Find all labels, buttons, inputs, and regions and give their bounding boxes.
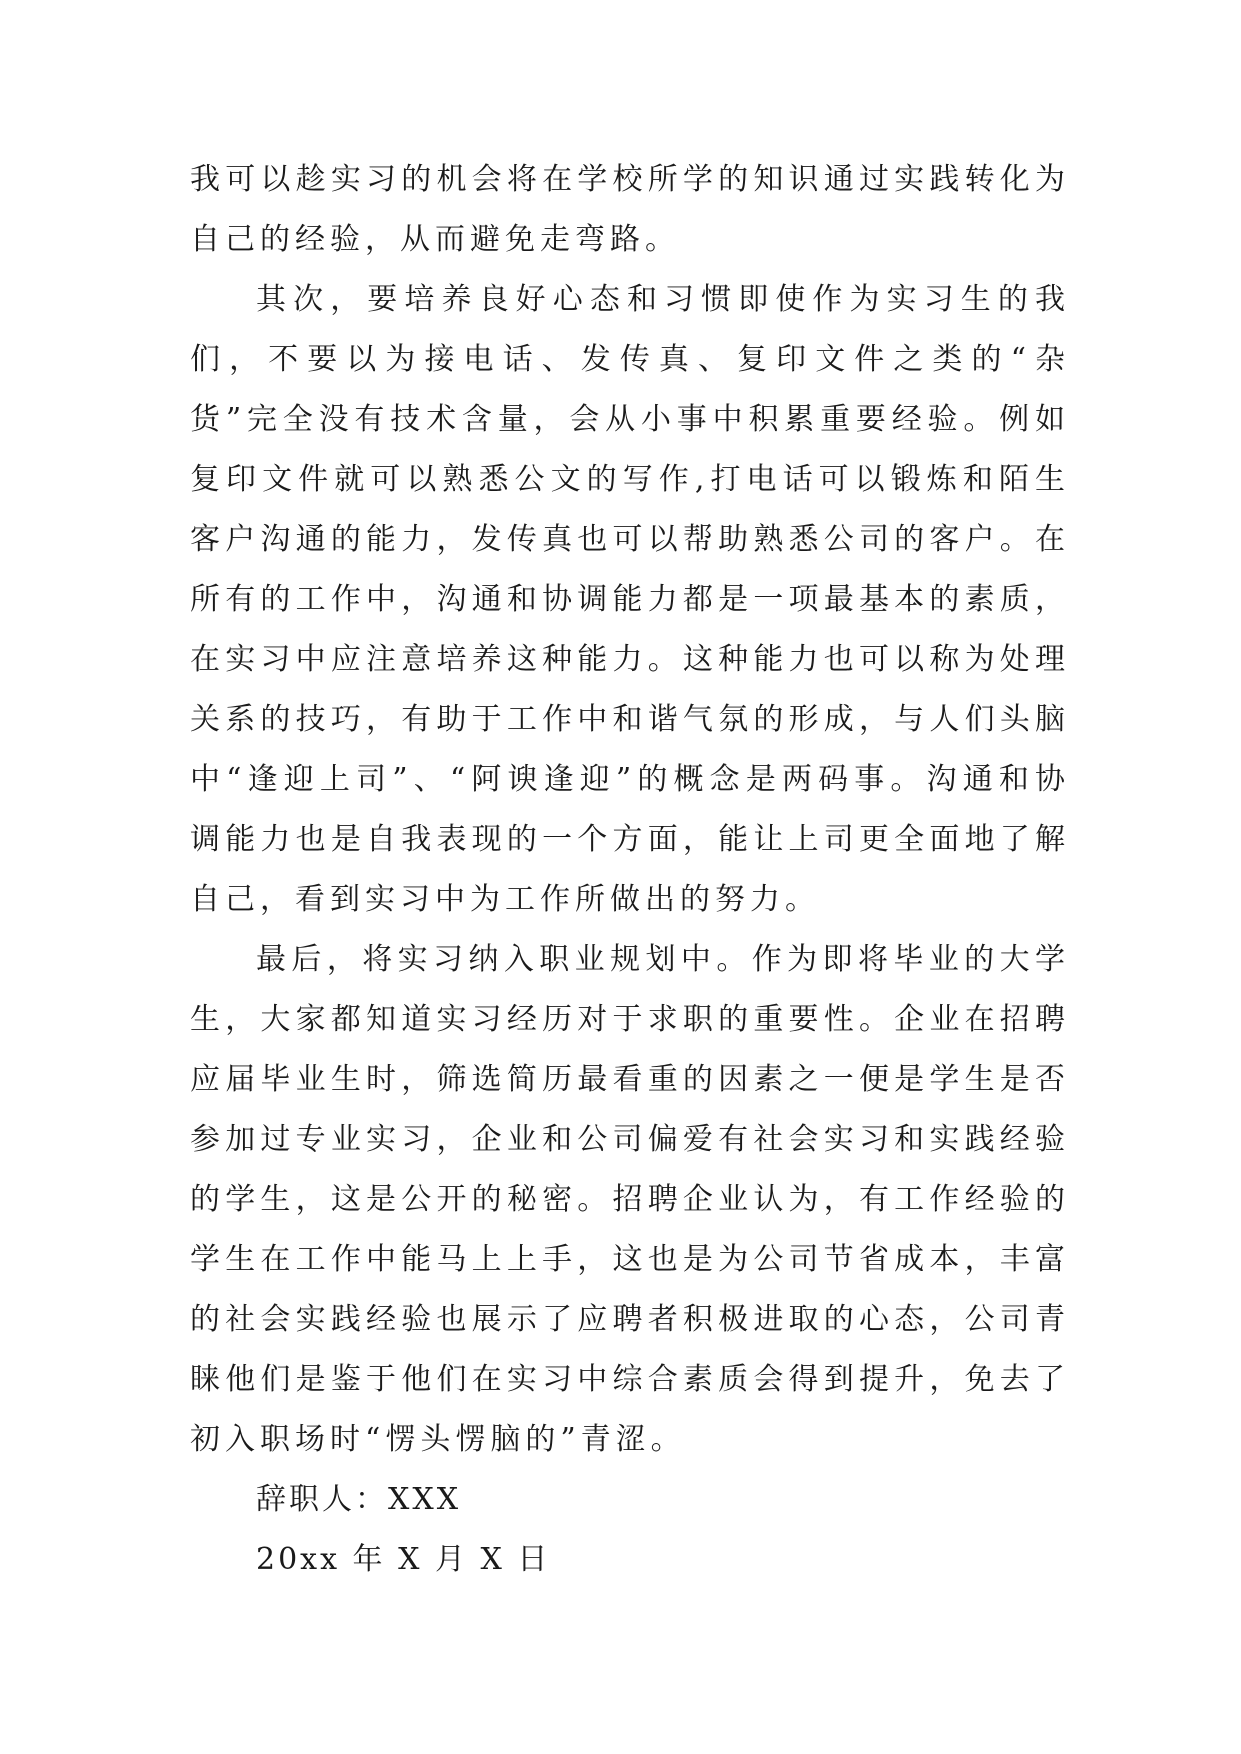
signature-date: 20xx 年 X 月 X 日	[256, 1542, 551, 1577]
paragraph-secondly: 其次，要培养良好心态和习惯即使作为实习生的我们，不要以为接电话、发传真、复印文件之类的“杂货”完全没有技术含量，会从小事中积累重要经验。例如复印文件就可以熟悉公文的写作,打电话可以锻炼和陌生客户沟通的能力，发传真也可以帮助熟悉公司的客户。在所有的工作中，沟通和协调能力都是一项最基本的素质，在实习中应注意培养这种能力。这种能力也可以称为处理关系的技巧，有助于工作中和谐气氛的形成，与人们头脑中“逢迎上司”、“阿谀逢迎”的概念是两码事。沟通和协调能力也是自我表现的一个方面，能让上司更全面地了解自己，看到实习中为工作所做出的努力。	[190, 282, 1070, 917]
signature-resigner: 辞职人：XXX	[256, 1482, 462, 1517]
document-page	[190, 150, 1070, 1590]
paragraph-finally: 最后，将实习纳入职业规划中。作为即将毕业的大学生，大家都知道实习经历对于求职的重要性。企业在招聘应届毕业生时，筛选简历最看重的因素之一便是学生是否参加过专业实习，企业和公司偏爱有社会实习和实践经验的学生，这是公开的秘密。招聘企业认为，有工作经验的学生在工作中能马上上手，这也是为公司节省成本，丰富的社会实践经验也展示了应聘者积极进取的心态，公司青睐他们是鉴于他们在实习中综合素质会得到提升，免去了初入职场时“愣头愣脑的”青涩。	[190, 942, 1070, 1457]
paragraph-continued: 我可以趁实习的机会将在学校所学的知识通过实践转化为自己的经验，从而避免走弯路。	[190, 162, 1070, 257]
